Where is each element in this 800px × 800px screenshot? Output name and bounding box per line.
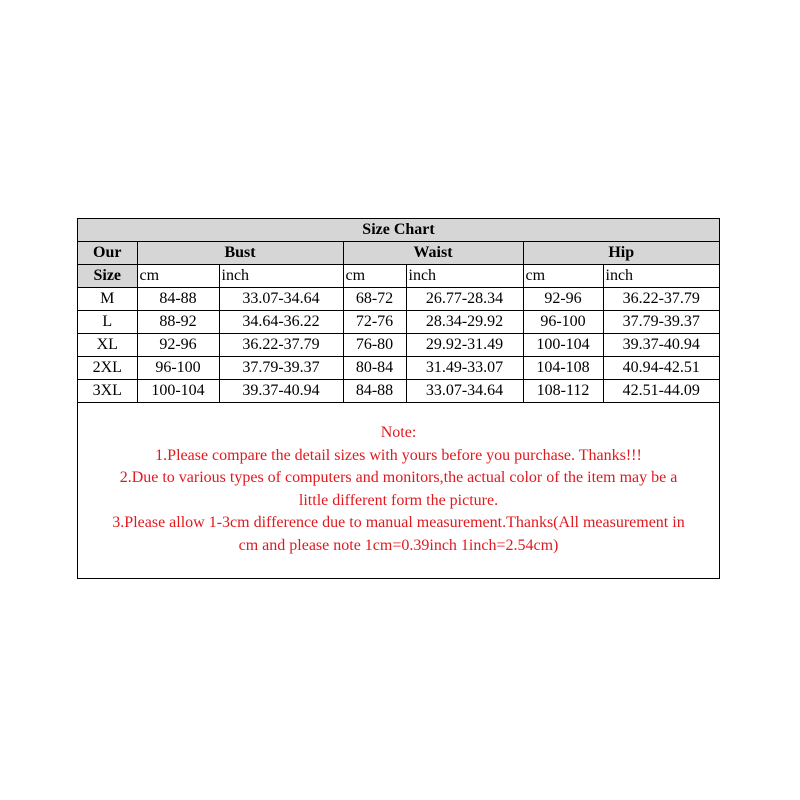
table-row [78, 380, 719, 403]
note-line: 3.Please allow 1-3cm difference due to manual measurement.Thanks(All measurement in [112, 514, 685, 531]
hip-inch-value: 40.94-42.51 [603, 357, 719, 380]
bust-cm-value: 96-100 [137, 357, 219, 380]
waist-header: Waist [343, 242, 523, 265]
size-label: L [78, 311, 137, 334]
bust-cm-value: 92-96 [137, 334, 219, 357]
waist-inch-value: 28.34-29.92 [406, 311, 523, 334]
waist-inch-header: inch [406, 265, 523, 288]
note-section [78, 402, 719, 557]
size-table [78, 219, 719, 403]
bust-inch-value: 33.07-34.64 [219, 288, 343, 311]
hip-inch-value: 39.37-40.94 [603, 334, 719, 357]
bust-inch-header: inch [219, 265, 343, 288]
hip-header: Hip [523, 242, 719, 265]
size-chart [77, 218, 720, 579]
waist-cm-header: cm [343, 265, 406, 288]
hip-cm-header: cm [523, 265, 603, 288]
waist-inch-value: 29.92-31.49 [406, 334, 523, 357]
bust-inch-value: 34.64-36.22 [219, 311, 343, 334]
bust-header: Bust [137, 242, 343, 265]
hip-inch-header: inch [603, 265, 719, 288]
note-line: 2.Due to various types of computers and monitors,the actual color of the item may be a [119, 469, 678, 486]
table-title: Size Chart [78, 219, 719, 242]
waist-cm-value: 80-84 [343, 357, 406, 380]
size-header-bottom: Size [78, 265, 137, 288]
size-header-top: Our [78, 242, 137, 265]
size-label: 3XL [78, 380, 137, 403]
hip-inch-value: 42.51-44.09 [603, 380, 719, 403]
bust-cm-value: 88-92 [137, 311, 219, 334]
group-header-row [78, 242, 719, 265]
table-row [78, 311, 719, 334]
bust-cm-header: cm [137, 265, 219, 288]
bust-inch-value: 36.22-37.79 [219, 334, 343, 357]
waist-inch-value: 33.07-34.64 [406, 380, 523, 403]
title-row [78, 219, 719, 242]
size-label: 2XL [78, 357, 137, 380]
table-row [78, 357, 719, 380]
note-line: little different form the picture. [298, 491, 499, 509]
waist-cm-value: 76-80 [343, 334, 406, 357]
waist-inch-value: 31.49-33.07 [406, 357, 523, 380]
hip-inch-value: 36.22-37.79 [603, 288, 719, 311]
waist-inch-value: 26.77-28.34 [406, 288, 523, 311]
note-heading: Note: [380, 424, 417, 441]
table-row [78, 334, 719, 357]
note-line: 1.Please compare the detail sizes with yours before you purchase. Thanks!!! [155, 446, 642, 464]
waist-cm-value: 84-88 [343, 380, 406, 403]
bust-inch-value: 39.37-40.94 [219, 380, 343, 403]
waist-cm-value: 68-72 [343, 288, 406, 311]
unit-header-row [78, 265, 719, 288]
note-line: cm and please note 1cm=0.39inch 1inch=2.54cm) [238, 536, 559, 554]
hip-cm-value: 96-100 [523, 311, 603, 334]
bust-inch-value: 37.79-39.37 [219, 357, 343, 380]
size-label: XL [78, 334, 137, 357]
table-row [78, 288, 719, 311]
hip-inch-value: 37.79-39.37 [603, 311, 719, 334]
size-label: M [78, 288, 137, 311]
bust-cm-value: 84-88 [137, 288, 219, 311]
hip-cm-value: 92-96 [523, 288, 603, 311]
hip-cm-value: 100-104 [523, 334, 603, 357]
bust-cm-value: 100-104 [137, 380, 219, 403]
hip-cm-value: 108-112 [523, 380, 603, 403]
hip-cm-value: 104-108 [523, 357, 603, 380]
waist-cm-value: 72-76 [343, 311, 406, 334]
